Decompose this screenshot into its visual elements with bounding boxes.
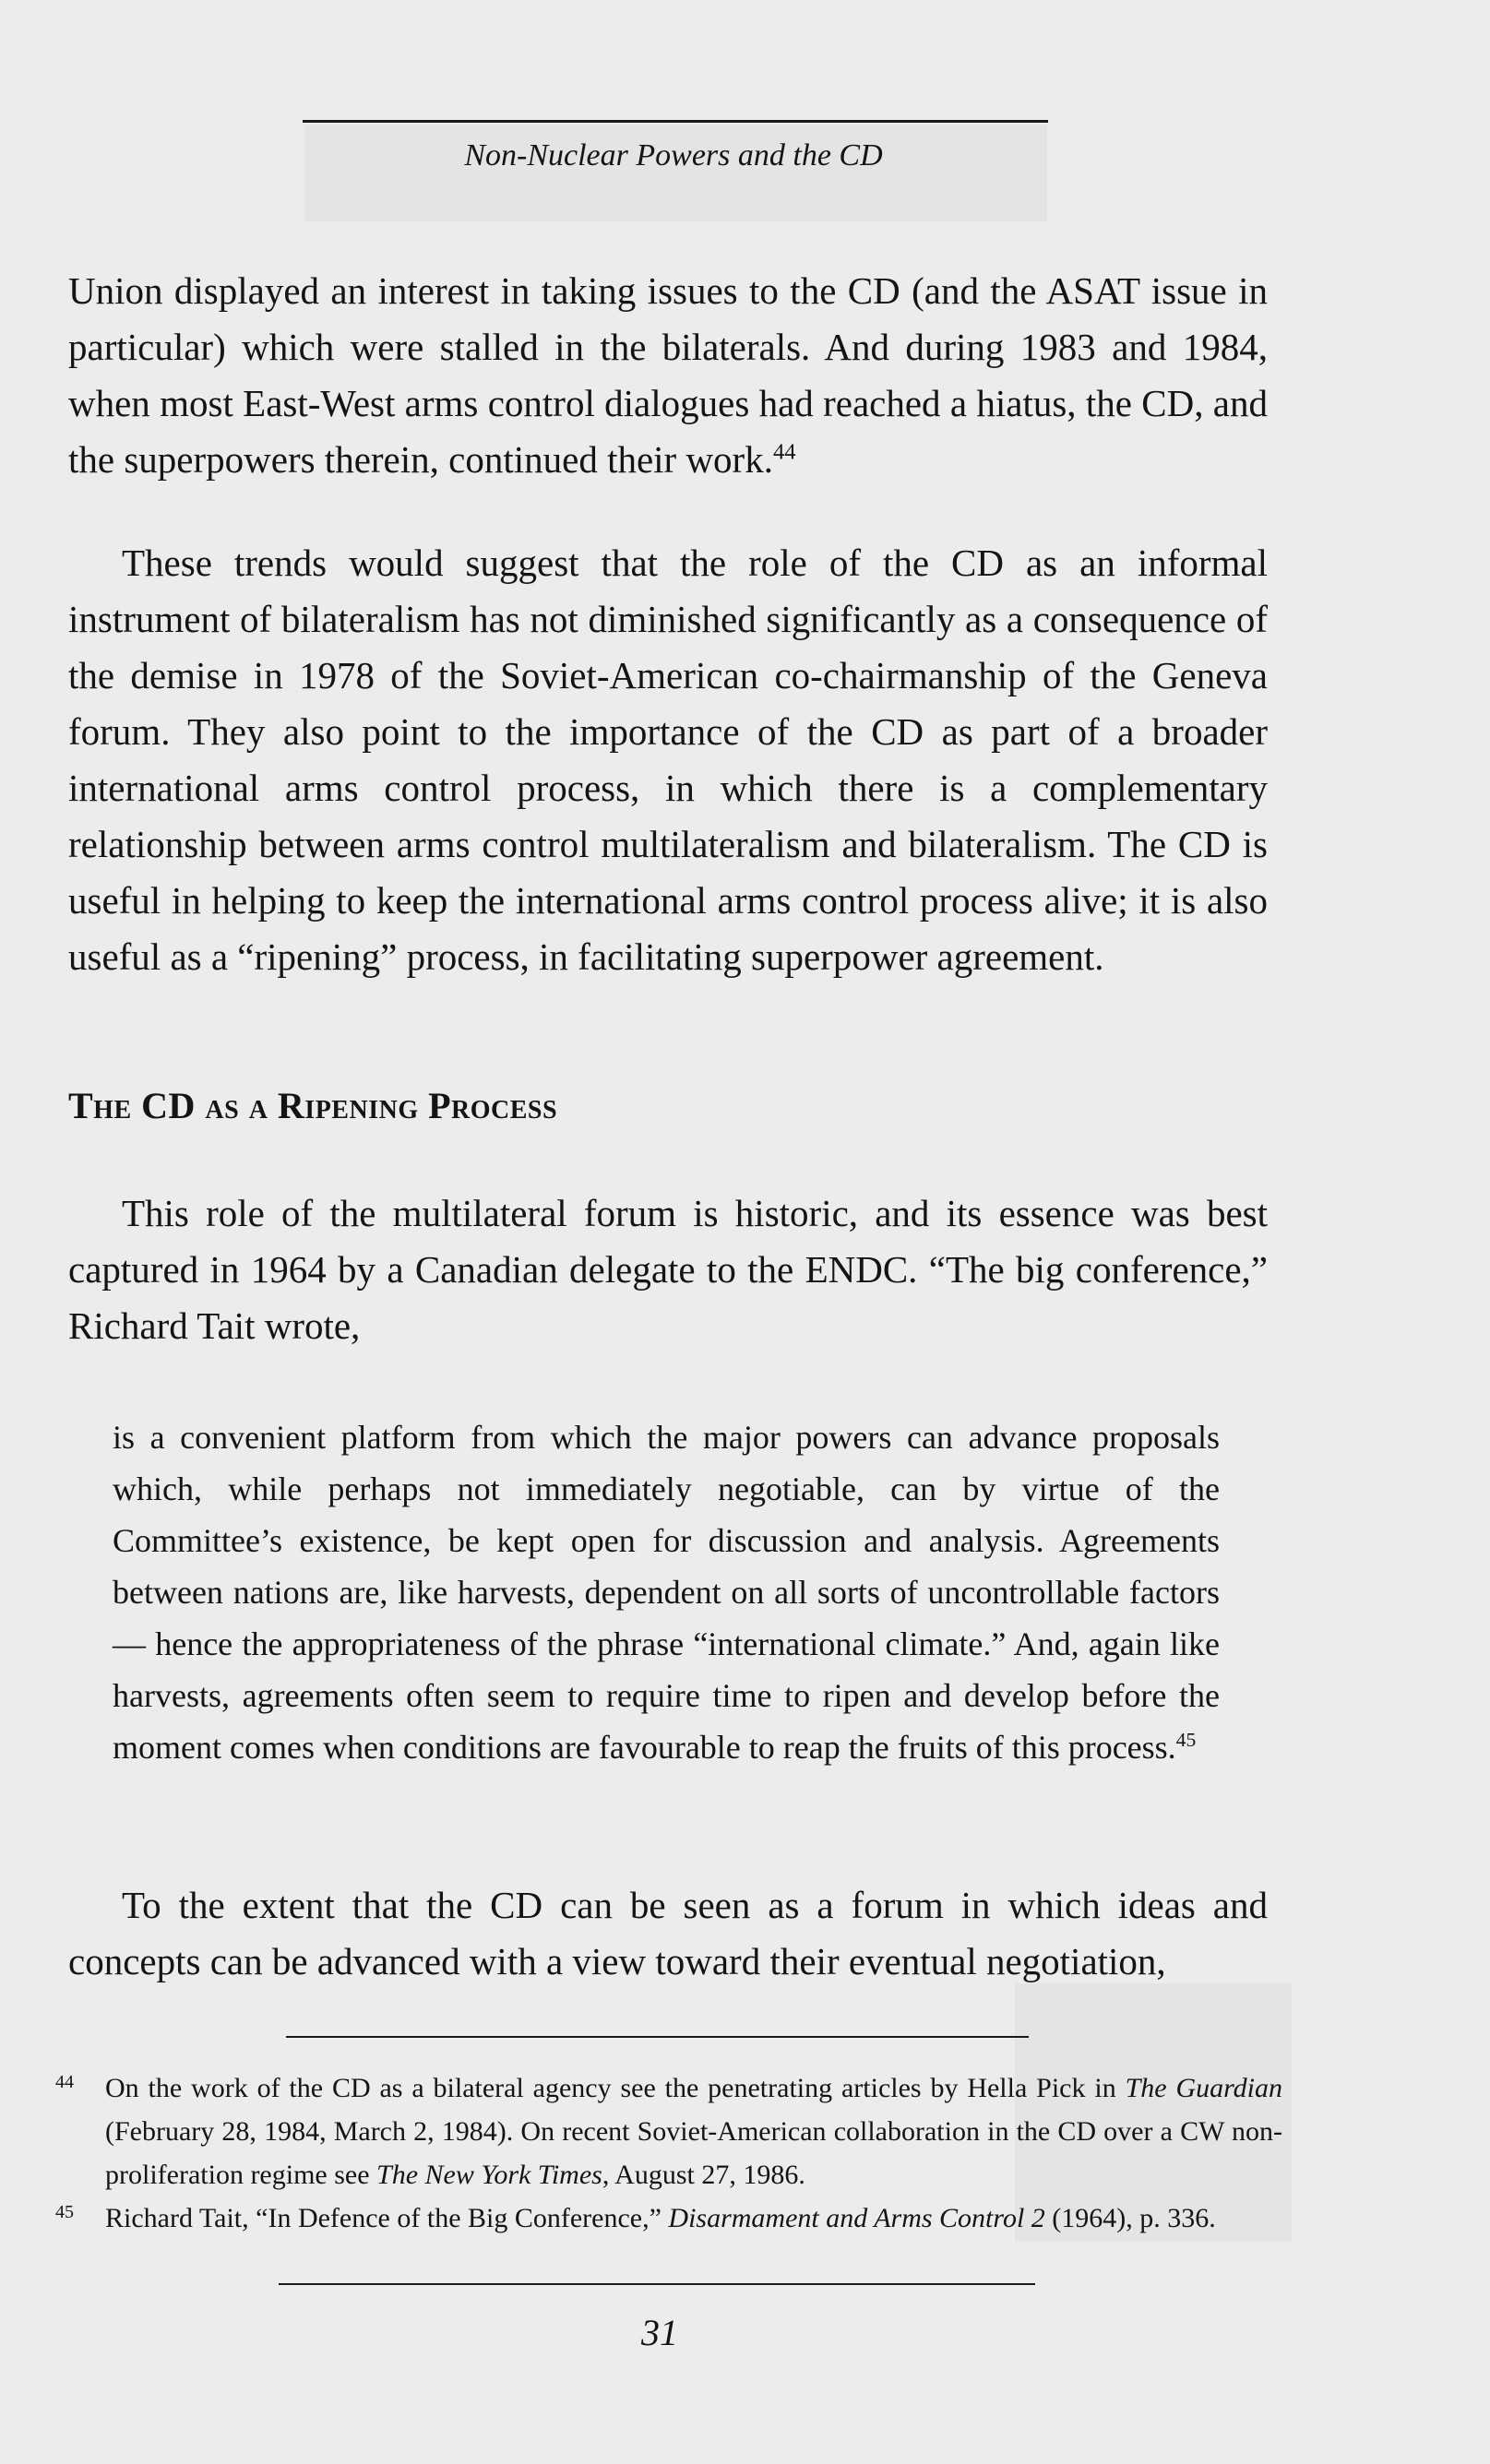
footnote-44-title-nyt: The New York Times [376, 2160, 602, 2190]
paragraph-4-text: To the extent that the CD can be seen as a forum in which ideas and concepts can be advanced with a view toward their eventual negotiation, [68, 1884, 1268, 1982]
footnote-45-text-a: Richard Tait, “In Defence of the Big Conference,” [105, 2203, 669, 2233]
footnote-44 [55, 2066, 1282, 2196]
footnote-ref-45[interactable]: 45 [1175, 1729, 1197, 1751]
footnote-ref-44[interactable]: 44 [772, 439, 796, 465]
footnote-45 [55, 2196, 1282, 2240]
footnote-45-text-b: (1964), p. 336. [1044, 2203, 1216, 2233]
section-heading: The CD as a Ripening Process [68, 1085, 558, 1126]
paragraph-1-text: Union displayed an interest in taking issues to the CD (and the ASAT issue in particular) which were stalled in the bilaterals. And during 1983 and 1984, when most East-West arms control dialogues had reached a hiatus, the CD, and the superpowers therein, continued their work. [68, 269, 1268, 481]
footnote-44-text-b: (February 28, 1984, March 2, 1984). On recent Soviet-American collaboration in the CD over a CW non-proliferation regime see [105, 2116, 1282, 2190]
footnote-45-title: Disarmament and Arms Control 2 [668, 2203, 1045, 2233]
paragraph-1 [68, 263, 1268, 488]
running-head: Non-Nuclear Powers and the CD [464, 138, 883, 173]
paragraph-2 [68, 535, 1268, 985]
block-quote [113, 1411, 1220, 1773]
paragraph-3-text: This role of the multilateral forum is historic, and its essence was best captured in 1964 by a Canadian delegate to the ENDC. “The big conference,” Richard Tait wrote, [68, 1192, 1268, 1347]
footnote-44-number: 44 [55, 2072, 74, 2092]
paragraph-3 [68, 1185, 1268, 1354]
page-number: 31 [641, 2312, 678, 2353]
footnote-44-text-c: , August 27, 1986. [602, 2160, 805, 2190]
bottom-rule [279, 2283, 1035, 2285]
footnote-44-title-guardian: The Guardian [1125, 2073, 1283, 2103]
footnote-44-text-a: On the work of the CD as a bilateral agency see the penetrating articles by Hella Pick in [105, 2073, 1126, 2103]
block-quote-text: is a convenient platform from which the major powers can advance proposals which, while perhaps not immediately negotiable, can by virtue of the Committee’s existence, be kept open for discussion and analysis. Agreements between nations are, like harvests, dependent on all sorts of uncontrollable factors — hence the appropriateness of the phrase “international climate.” And, again like harvests, agreements often seem to require time to ripen and develop before the moment comes when conditions are favourable to reap the fruits of this process. [113, 1419, 1220, 1766]
footnote-45-number: 45 [55, 2202, 74, 2222]
top-rule [303, 120, 1048, 123]
paragraph-2-text: These trends would suggest that the role of the CD as an informal instrument of bilateralism has not diminished significantly as a consequence of the demise in 1978 of the Soviet-American co-chairmanship of the Geneva forum. They also point to the importance of the CD as part of a broader international arms control process, in which there is a complementary relationship between arms control multilateralism and bilateralism. The CD is useful in helping to keep the international arms control process alive; it is also useful as a “ripening” process, in facilitating superpower agreement. [68, 542, 1268, 978]
footnotes [55, 2066, 1282, 2240]
footnote-separator [286, 2036, 1029, 2038]
paragraph-4 [68, 1877, 1268, 1990]
